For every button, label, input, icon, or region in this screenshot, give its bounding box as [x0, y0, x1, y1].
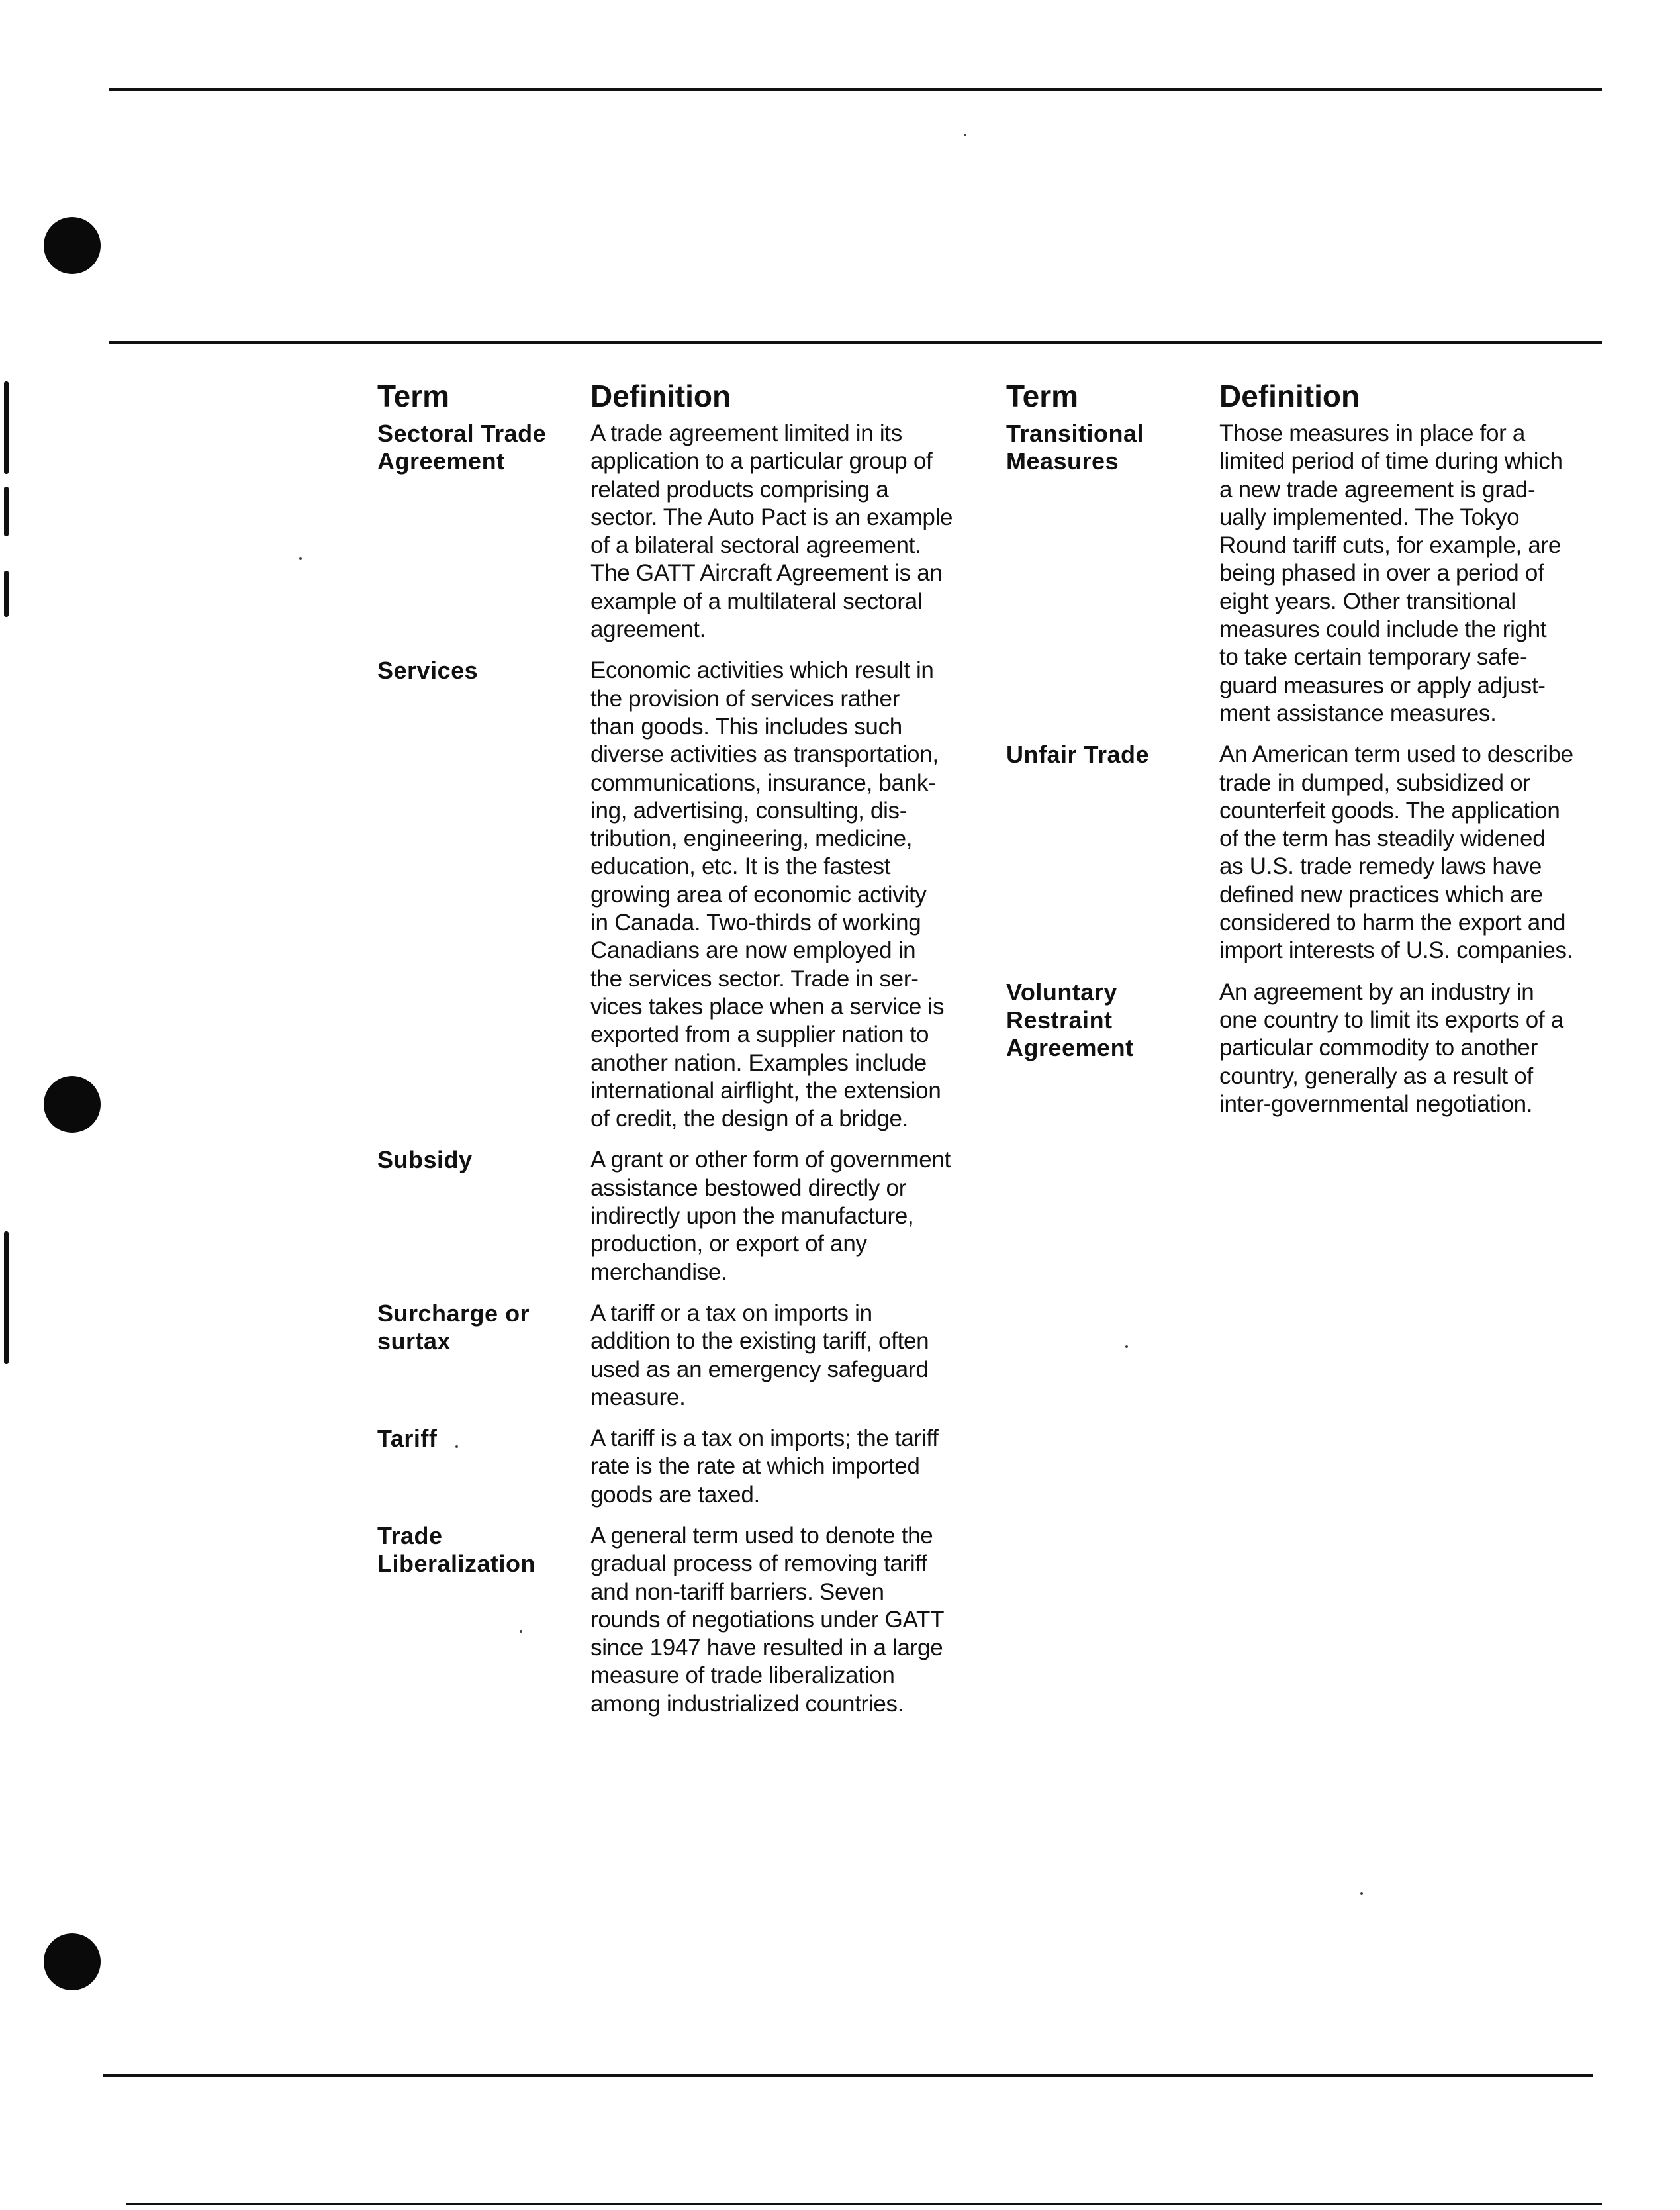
definition-line: The GATT Aircraft Agreement is an [590, 560, 943, 587]
glossary-definition [1219, 420, 1609, 728]
glossary-definition [590, 1522, 973, 1718]
definition-line: and non-tariff barriers. Seven [590, 1578, 884, 1605]
glossary-definition [1219, 979, 1609, 1118]
definition-line: exported from a supplier nation to [590, 1022, 929, 1048]
glossary-term [1006, 420, 1219, 728]
definition-line: trade in dumped, subsidized or [1219, 769, 1530, 796]
definition-line: ually implemented. The Tokyo [1219, 504, 1520, 530]
glossary-definition [1219, 741, 1609, 965]
definition-line: rounds of negotiations under GATT [590, 1606, 945, 1633]
binding-mark [4, 381, 9, 474]
definition-line: A tariff is a tax on imports; the tariff [590, 1425, 939, 1452]
column-header [1006, 376, 1609, 420]
glossary-term [377, 420, 590, 644]
glossary-entry [377, 1146, 973, 1286]
definition-line: of the term has steadily widened [1219, 826, 1546, 852]
term-line: Surcharge or [377, 1299, 530, 1327]
definition-heading: Definition [590, 379, 731, 413]
glossary-definition [590, 420, 973, 644]
glossary-definition [590, 1425, 973, 1509]
definition-line: assistance bestowed directly or [590, 1175, 907, 1201]
definition-line: Round tariff cuts, for example, are [1219, 532, 1562, 559]
term-line: Agreement [377, 448, 505, 475]
term-line: surtax [377, 1327, 451, 1355]
definition-line: growing area of economic activity [590, 881, 927, 908]
definition-line: A trade agreement limited in its [590, 420, 902, 446]
definition-line: the provision of services rather [590, 685, 900, 712]
definition-line: diverse activities as transportation, [590, 742, 939, 768]
definition-line: sector. The Auto Pact is an example [590, 504, 953, 530]
definition-line: limited period of time during which [1219, 448, 1563, 475]
glossary-entry [1006, 741, 1609, 965]
binder-hole-middle [44, 1076, 101, 1133]
term-line: Sectoral Trade [377, 420, 547, 447]
binding-mark [4, 571, 9, 617]
glossary-term [377, 1425, 590, 1509]
definition-line: import interests of U.S. companies. [1219, 937, 1573, 964]
definition-line: international airflight, the extension [590, 1077, 941, 1104]
definition-line: measure. [590, 1384, 686, 1410]
definition-line: measure of trade liberalization [590, 1662, 895, 1689]
definition-line: considered to harm the export and [1219, 910, 1566, 936]
definition-line: vices takes place when a service is [590, 993, 945, 1020]
glossary-entries [1006, 420, 1609, 1118]
definition-line: tribution, engineering, medicine, [590, 826, 913, 852]
definition-line: guard measures or apply adjust- [1219, 672, 1546, 698]
definition-line: to take certain temporary safe- [1219, 644, 1528, 671]
definition-line: example of a multilateral sectoral [590, 588, 923, 614]
definition-line: goods are taxed. [590, 1481, 760, 1508]
binder-hole-top [44, 217, 101, 274]
definition-line: addition to the existing tariff, often [590, 1328, 929, 1355]
term-line: Tariff [377, 1425, 438, 1453]
definition-line: A general term used to denote the [590, 1522, 933, 1549]
definition-line: Canadians are now employed in [590, 937, 916, 964]
header-rule [109, 341, 1602, 344]
bottom-rule [103, 2074, 1593, 2077]
glossary-term [377, 1300, 590, 1412]
definition-line: the services sector. Trade in ser- [590, 965, 919, 992]
definition-line: An American term used to describe [1219, 742, 1573, 768]
glossary-column-right [1006, 376, 1609, 1131]
term-line: Unfair Trade [1006, 741, 1150, 769]
definition-line: education, etc. It is the fastest [590, 853, 891, 880]
definition-line: since 1947 have resulted in a large [590, 1635, 943, 1661]
definition-heading: Definition [1219, 379, 1360, 413]
scan-speck [1125, 1345, 1128, 1348]
glossary-definition [590, 657, 973, 1133]
definition-line: measures could include the right [1219, 616, 1547, 643]
term-line: Measures [1006, 448, 1119, 475]
definition-line: related products comprising a [590, 476, 889, 503]
term-line: Transitional [1006, 420, 1144, 447]
glossary-entry [1006, 979, 1609, 1118]
term-line: Subsidy [377, 1146, 473, 1174]
binder-hole-bottom [44, 1933, 101, 1990]
definition-line: indirectly upon the manufacture, [590, 1203, 914, 1229]
term-line: Services [377, 657, 479, 685]
term-heading: Term [1006, 379, 1079, 413]
definition-line: production, or export of any [590, 1231, 867, 1257]
scan-speck [299, 557, 302, 560]
definition-line: agreement. [590, 616, 706, 643]
definition-line: among industrialized countries. [590, 1690, 904, 1717]
definition-line: particular commodity to another [1219, 1035, 1538, 1061]
definition-line: A tariff or a tax on imports in [590, 1300, 872, 1326]
glossary-entry [1006, 420, 1609, 728]
binding-mark [4, 487, 9, 536]
definition-line: gradual process of removing tariff [590, 1551, 927, 1577]
definition-line: than goods. This includes such [590, 713, 902, 740]
definition-line: merchandise. [590, 1259, 727, 1285]
definition-line: used as an emergency safeguard [590, 1356, 929, 1382]
glossary-term [1006, 741, 1219, 965]
definition-line: An agreement by an industry in [1219, 979, 1534, 1005]
glossary-entry [377, 1425, 973, 1509]
term-line: Restraint [1006, 1006, 1113, 1033]
definition-line: another nation. Examples include [590, 1049, 927, 1076]
definition-line: being phased in over a period of [1219, 560, 1544, 587]
binding-mark [4, 1231, 9, 1364]
glossary-entry [377, 1522, 973, 1718]
definition-line: of credit, the design of a bridge. [590, 1106, 909, 1132]
glossary-entries [377, 420, 973, 1718]
definition-line: Those measures in place for a [1219, 420, 1526, 446]
definition-line: application to a particular group of [590, 448, 933, 475]
definition-line: eight years. Other transitional [1219, 588, 1516, 614]
definition-line: inter-governmental negotiation. [1219, 1090, 1533, 1117]
definition-line: counterfeit goods. The application [1219, 797, 1560, 824]
top-rule [109, 88, 1602, 91]
glossary-definition [590, 1146, 973, 1286]
scan-speck [964, 134, 966, 136]
definition-line: a new trade agreement is grad- [1219, 476, 1536, 503]
definition-line: of a bilateral sectoral agreement. [590, 532, 921, 559]
glossary-entry [377, 1300, 973, 1412]
term-heading: Term [377, 379, 450, 413]
glossary-term [377, 657, 590, 1133]
definition-line: as U.S. trade remedy laws have [1219, 853, 1542, 880]
definition-line: rate is the rate at which imported [590, 1453, 920, 1480]
definition-line: in Canada. Two-thirds of working [590, 910, 921, 936]
definition-line: A grant or other form of government [590, 1147, 951, 1173]
glossary-column-left [377, 376, 973, 1731]
definition-line: ment assistance measures. [1219, 700, 1497, 726]
scan-speck [1360, 1892, 1363, 1895]
glossary-term [377, 1146, 590, 1286]
glossary-term [377, 1522, 590, 1718]
term-line: Trade [377, 1521, 443, 1549]
term-line: Liberalization [377, 1549, 536, 1577]
glossary-definition [590, 1300, 973, 1412]
glossary-term [1006, 979, 1219, 1118]
definition-line: country, generally as a result of [1219, 1063, 1533, 1089]
footer-rule [126, 2203, 1602, 2205]
column-header [377, 376, 973, 420]
glossary-entry [377, 657, 973, 1133]
definition-line: defined new practices which are [1219, 881, 1543, 908]
glossary-entry [377, 420, 973, 644]
definition-line: Economic activities which result in [590, 657, 934, 684]
definition-line: communications, insurance, bank- [590, 769, 936, 796]
term-line: Agreement [1006, 1033, 1134, 1061]
definition-line: one country to limit its exports of a [1219, 1006, 1563, 1033]
term-line: Voluntary [1006, 978, 1117, 1006]
definition-line: ing, advertising, consulting, dis- [590, 797, 908, 824]
